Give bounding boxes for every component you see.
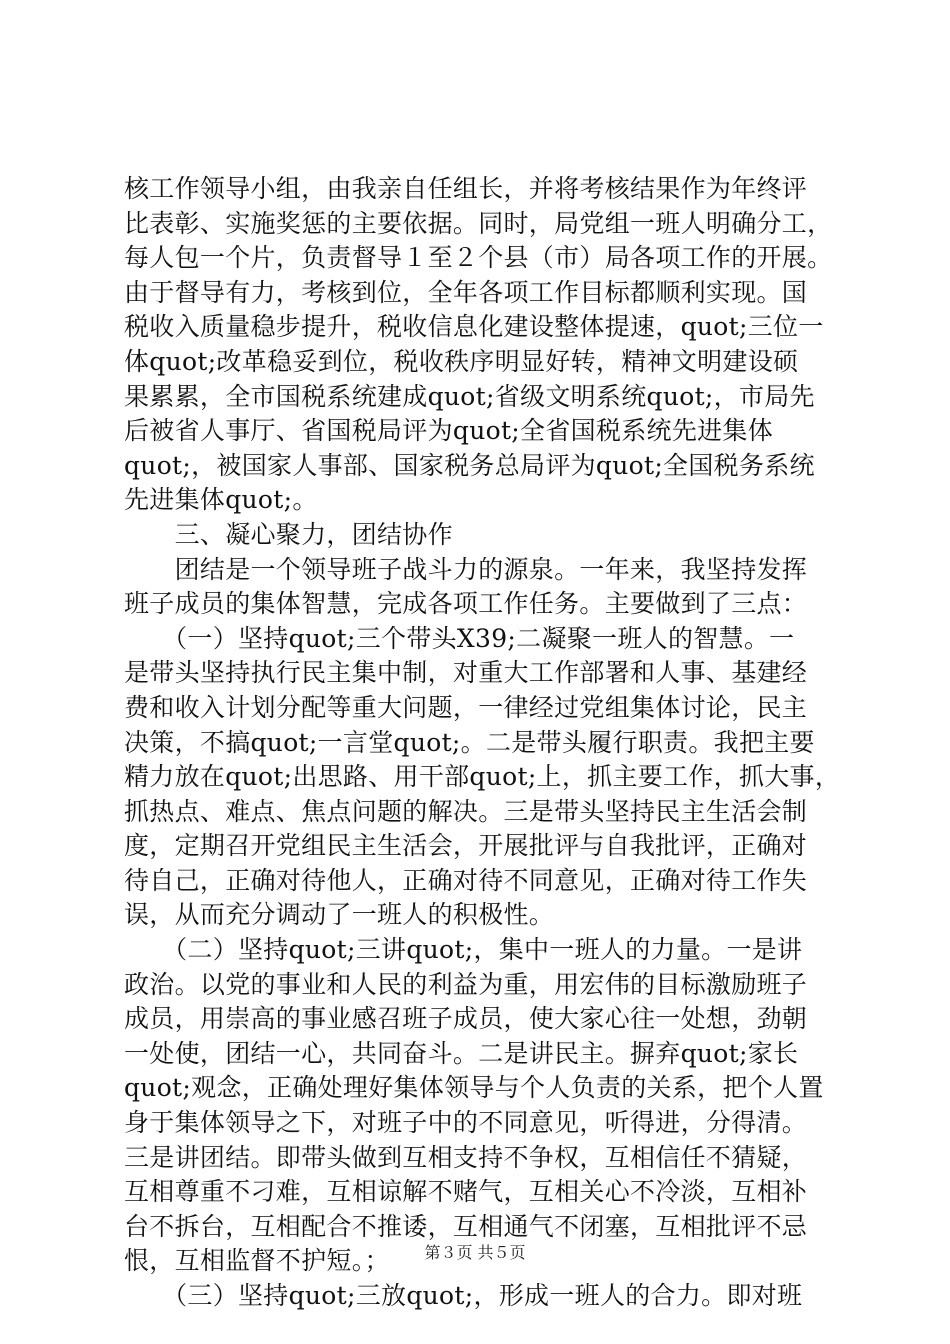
text-line: 后被省人事厅、省国税局评为quot;全省国税系统先进集体 xyxy=(124,416,774,446)
text-line: 互相尊重不刁难，互相谅解不赌气，互相关心不冷淡，互相补 xyxy=(124,1177,808,1207)
text-line: 决策，不搞quot;一言堂quot;。二是带头履行职责。我把主要 xyxy=(124,727,815,757)
text-line: 抓热点、难点、焦点问题的解决。三是带头坚持民主生活会制 xyxy=(124,796,808,826)
section-heading: 三、凝心聚力，团结协作 xyxy=(124,519,453,549)
text-line: 比表彰、实施奖惩的主要依据。同时，局党组一班人明确分工， xyxy=(124,208,833,238)
text-line: 体quot;改革稳妥到位，税收秩序明显好转，精神文明建设硕 xyxy=(124,346,799,376)
text-line: （二）坚持quot;三讲quot;，集中一班人的力量。一是讲 xyxy=(124,935,803,965)
text-line: 精力放在quot;出思路、用干部quot;上，抓主要工作，抓大事， xyxy=(124,762,841,792)
text-line: 果累累，全市国税系统建成quot;省级文明系统quot;，市局先 xyxy=(124,381,815,411)
page-number: 第３页 共５页 xyxy=(424,1243,526,1262)
text-line: 身于集体领导之下，对班子中的不同意见，听得进，分得清。 xyxy=(124,1108,808,1138)
text-line: 恨，互相监督不护短。； xyxy=(124,1246,390,1276)
text-line: （三）坚持quot;三放quot;，形成一班人的合力。即对班 xyxy=(124,1281,803,1310)
text-line: 政治。以党的事业和人民的利益为重，用宏伟的目标激励班子 xyxy=(124,969,808,999)
text-line: quot;，被国家人事部、国家税务总局评为quot;全国税务系统 xyxy=(124,450,815,480)
text-line: quot;观念，正确处理好集体领导与个人负责的关系，把个人置 xyxy=(124,1073,824,1103)
text-line: 待自己，正确对待他人，正确对待不同意见，正确对待工作失 xyxy=(124,865,808,895)
text-line: 核工作领导小组，由我亲自任组长，并将考核结果作为年终评 xyxy=(124,174,808,203)
text-line: （一）坚持quot;三个带头X39;二凝聚一班人的智慧。一 xyxy=(124,623,795,653)
text-line: 税收入质量稳步提升，税收信息化建设整体提速，quot;三位一 xyxy=(124,312,824,342)
text-line: 先进集体quot;。 xyxy=(124,485,318,515)
document-body xyxy=(124,172,841,1314)
text-line: 费和收入计划分配等重大问题，一律经过党组集体讨论，民主 xyxy=(124,692,808,722)
text-line: 由于督导有力，考核到位，全年各项工作目标都顺利实现。国 xyxy=(124,277,808,307)
text-line: 班子成员的集体智慧，完成各项工作任务。主要做到了三点： xyxy=(124,589,808,619)
text-line: 三是讲团结。即带头做到互相支持不争权，互相信任不猜疑， xyxy=(124,1142,808,1172)
text-line: 台不拆台，互相配合不推诿，互相通气不闭塞，互相批评不忌 xyxy=(124,1211,808,1241)
text-line: 一处使，团结一心，共同奋斗。二是讲民主。摒弃quot;家长 xyxy=(124,1038,799,1068)
text-line: 成员，用崇高的事业感召班子成员，使大家心往一处想，劲朝 xyxy=(124,1004,808,1034)
text-line: 误，从而充分调动了一班人的积极性。 xyxy=(124,900,555,930)
text-line: 度，定期召开党组民主生活会，开展批评与自我批评，正确对 xyxy=(124,831,808,861)
text-line: 团结是一个领导班子战斗力的源泉。一年来，我坚持发挥 xyxy=(124,554,808,584)
text-line: 是带头坚持执行民主集中制，对重大工作部署和人事、基建经 xyxy=(124,658,808,688)
text-line: 每人包一个片，负责督导１至２个县（市）局各项工作的开展。 xyxy=(124,243,833,273)
